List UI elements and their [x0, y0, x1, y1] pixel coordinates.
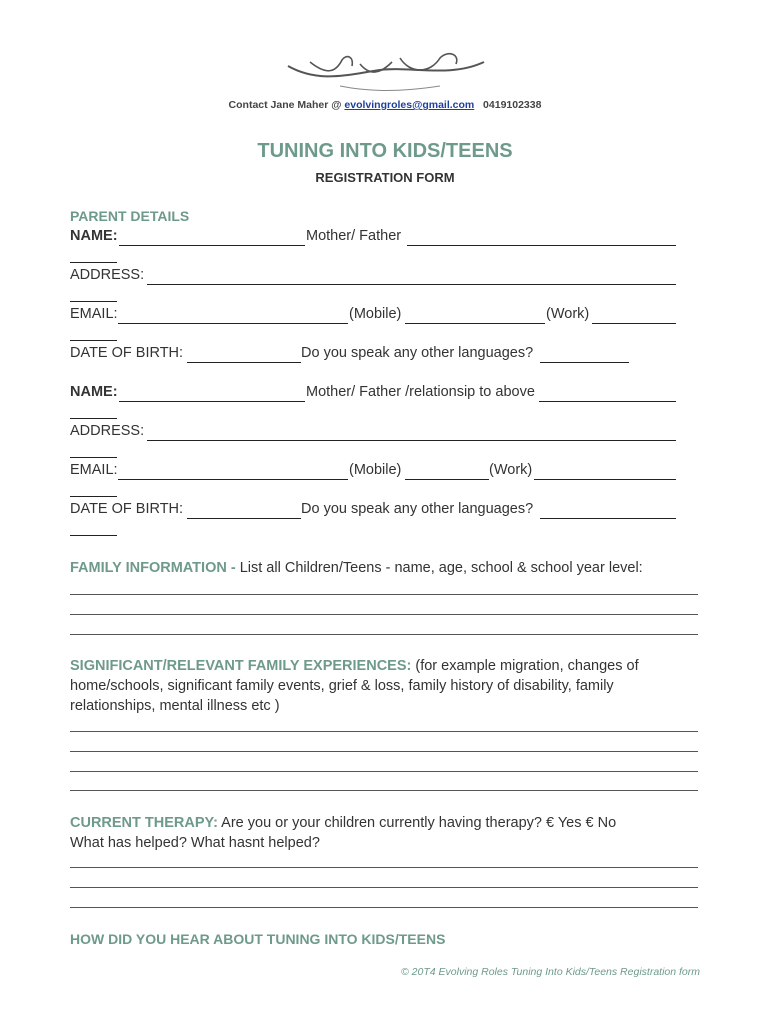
parent1-name-row: [70, 228, 676, 248]
parent1-mobile-field[interactable]: [405, 323, 545, 324]
significant-experiences-answer-line[interactable]: [70, 790, 698, 791]
parent1-email-field[interactable]: [118, 323, 348, 324]
parent1-email-row: [70, 306, 676, 326]
evolving-roles-logo: [280, 44, 490, 100]
parent2-work-label: (Work): [489, 462, 533, 478]
parent1-relation-field[interactable]: [407, 245, 676, 246]
contact-prefix: Contact Jane Maher @: [228, 99, 345, 111]
parent1-dob-row: [70, 345, 676, 365]
parent2-relation-field[interactable]: [539, 401, 676, 402]
parent1-email-label: EMAIL:: [70, 306, 118, 322]
parent1-address-row: [70, 267, 676, 287]
family-information-answer-line[interactable]: [70, 594, 698, 595]
current-therapy-question: Are you or your children currently having therapy? € Yes € No: [217, 815, 617, 831]
parent1-mobile-label: (Mobile): [349, 306, 402, 322]
parent2-address-field-continued[interactable]: [70, 457, 117, 458]
parent2-languages-label: Do you speak any other languages?: [301, 501, 534, 517]
parent2-email-row: [70, 462, 676, 482]
significant-experiences-section: [70, 656, 690, 716]
parent2-work-field-continued[interactable]: [70, 496, 117, 497]
current-therapy-heading: CURRENT THERAPY:: [70, 815, 218, 831]
parent-details-heading: PARENT DETAILS: [70, 208, 190, 224]
family-information-answer-line[interactable]: [70, 634, 698, 635]
parent1-languages-label: Do you speak any other languages?: [301, 345, 534, 361]
family-information-heading: FAMILY INFORMATION: [70, 560, 227, 576]
significant-experiences-prompt: (for example migration, changes of home/schools, significant family events, grief & loss, family history of disability, family relationships, mental illness etc ): [70, 658, 639, 714]
contact-email-link[interactable]: evolvingroles@gmail.com: [344, 99, 475, 111]
contact-phone: 0419102338: [483, 99, 542, 111]
family-information-section: [70, 558, 690, 578]
parent1-name-label: NAME:: [70, 228, 118, 244]
parent1-work-label: (Work): [546, 306, 590, 322]
page-footer: © 20T4 Evolving Roles Tuning Into Kids/Teens Registration form: [401, 966, 700, 978]
parent1-relation-label: Mother/ Father: [306, 228, 402, 244]
parent2-dob-field[interactable]: [187, 518, 301, 519]
parent2-dob-row: [70, 501, 676, 521]
parent2-name-row: [70, 384, 676, 404]
parent2-languages-field-continued[interactable]: [70, 535, 117, 536]
parent1-name-field-continued[interactable]: [70, 262, 117, 263]
parent2-work-field[interactable]: [534, 479, 676, 480]
parent1-languages-field[interactable]: [540, 362, 629, 363]
family-information-separator: -: [226, 560, 240, 576]
parent2-relation-field-continued[interactable]: [70, 418, 117, 419]
parent1-address-field-continued[interactable]: [70, 301, 117, 302]
current-therapy-answer-line[interactable]: [70, 867, 698, 868]
parent1-work-field[interactable]: [592, 323, 676, 324]
parent1-dob-label: DATE OF BIRTH:: [70, 345, 184, 361]
parent2-mobile-label: (Mobile): [349, 462, 402, 478]
form-subtitle: REGISTRATION FORM: [315, 170, 455, 185]
family-information-answer-line[interactable]: [70, 614, 698, 615]
parent1-address-field[interactable]: [147, 284, 676, 285]
parent1-address-label: ADDRESS:: [70, 267, 145, 283]
significant-experiences-answer-line[interactable]: [70, 771, 698, 772]
contact-line: [0, 99, 770, 111]
parent2-languages-field[interactable]: [540, 518, 676, 519]
parent2-mobile-field[interactable]: [405, 479, 489, 480]
family-information-prompt: List all Children/Teens - name, age, school & school year level:: [239, 560, 643, 576]
parent2-relation-label: Mother/ Father /relationsip to above: [306, 384, 535, 400]
parent2-email-label: EMAIL:: [70, 462, 118, 478]
form-title: TUNING INTO KIDS/TEENS: [257, 140, 513, 162]
how-heard-heading: HOW DID YOU HEAR ABOUT TUNING INTO KIDS/TEENS: [70, 931, 446, 947]
parent1-work-field-continued[interactable]: [70, 340, 117, 341]
parent2-name-field[interactable]: [119, 401, 305, 402]
parent2-dob-label: DATE OF BIRTH:: [70, 501, 184, 517]
current-therapy-followup: What has helped? What hasnt helped?: [70, 835, 320, 851]
significant-experiences-answer-line[interactable]: [70, 751, 698, 752]
parent2-address-label: ADDRESS:: [70, 423, 145, 439]
parent2-address-field[interactable]: [147, 440, 676, 441]
parent2-email-field[interactable]: [118, 479, 348, 480]
parent1-dob-field[interactable]: [187, 362, 301, 363]
current-therapy-section: [70, 813, 690, 853]
parent2-name-label: NAME:: [70, 384, 118, 400]
parent1-name-field[interactable]: [119, 245, 305, 246]
parent2-address-row: [70, 423, 676, 443]
significant-experiences-heading: SIGNIFICANT/RELEVANT FAMILY EXPERIENCES:: [70, 658, 412, 674]
current-therapy-answer-line[interactable]: [70, 907, 698, 908]
significant-experiences-answer-line[interactable]: [70, 731, 698, 732]
current-therapy-answer-line[interactable]: [70, 887, 698, 888]
